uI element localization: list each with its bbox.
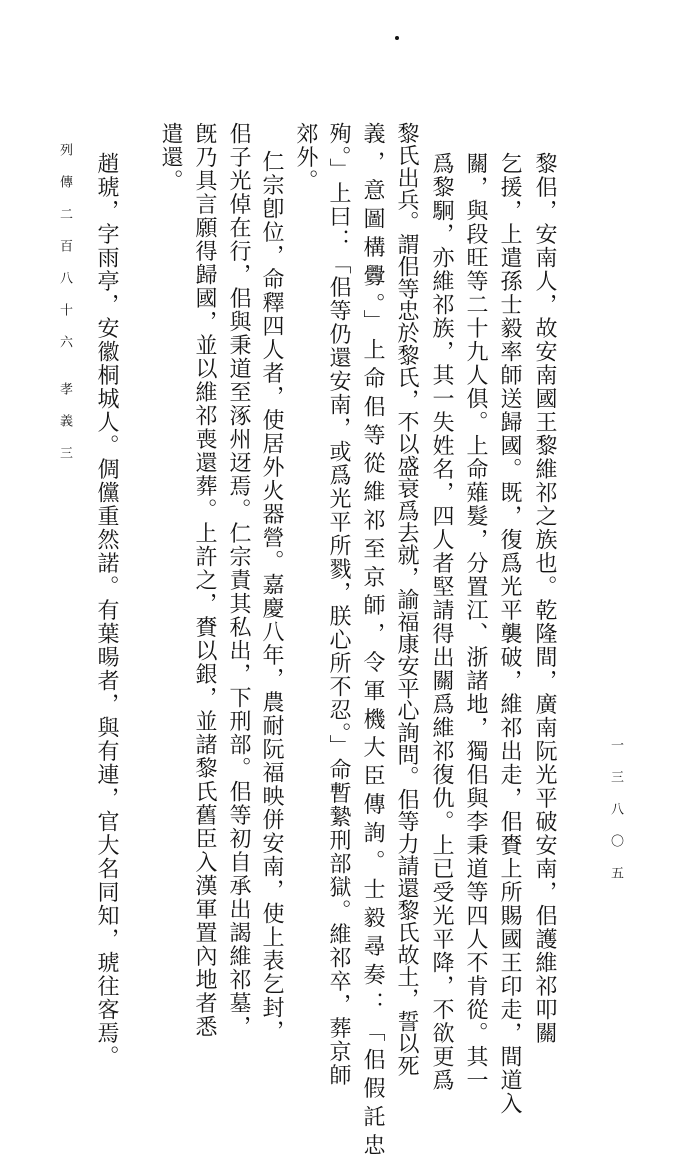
text-column-13: 趙琥，字雨亭，安徽桐城人。倜儻重然諾。有葉暘者，與有連，官大名同知，琥往客焉。 <box>94 152 119 1069</box>
text-column-10: 佀子光倬在行，佀與秉道至涿州迓焉。仁宗責其私出，下刑部。佀等初自承出謁維祁墓， <box>226 122 251 1039</box>
text-column-1: 黎佀，安南人，故安南國王黎維祁之族也。乾隆間，廣南阮光平破安南，佀護維祁叩關 <box>532 152 557 1045</box>
text-column-5: 黎氏出兵。謂佀等忠於黎氏，不以盛衰爲去就，諭福康安平心詢問。佀等力請還黎氏故土，誓以死 <box>394 122 419 1077</box>
text-column-4: 爲黎駉，亦維祁族，其一失姓名，四人者堅請得出關爲維祁復仇。上已受光平降，不欲更爲 <box>429 152 454 1092</box>
text-column-2: 乞援，上遣孫士毅率師送歸國。既，復爲光平襲破，維祁出走，佀賚上所賜國王印走，間道入 <box>497 152 522 1116</box>
text-column-8: 郊外。 <box>293 122 318 193</box>
text-column-12: 遣還。 <box>158 122 183 193</box>
running-title: 列 傳 二 百 八 十 六 孝 義 三 <box>57 143 72 461</box>
text-column-11: 旣乃具言願得歸國，並以維祁喪還葬。上許之，賚以銀，並諸黎氏舊臣入漢軍置內地者悉 <box>192 122 217 1039</box>
text-column-9: 仁宗卽位，命釋四人者，使居外火器營。嘉慶八年，農耐阮福映併安南，使上表乞封， <box>259 150 284 1043</box>
ink-speck <box>395 36 399 40</box>
text-column-7: 殉。」上曰：「佀等仍還安南，或爲光平所戮，朕心所不忍。」命暫縶刑部獄。維祁卒，葬京師 <box>326 122 351 1087</box>
text-column-3: 關，與段旺等二十九人俱。上命薙髮，分置江、浙諸地，獨佀與李秉道等四人不肯從。其一 <box>463 152 488 1092</box>
page-number: 一 三 八 〇 五 <box>608 738 623 881</box>
text-column-6: 義，意圖構釁。」上命佀等從維祁至京師，令軍機大臣傳詢。士毅尋奏：「佀假託忠 <box>360 122 385 1162</box>
